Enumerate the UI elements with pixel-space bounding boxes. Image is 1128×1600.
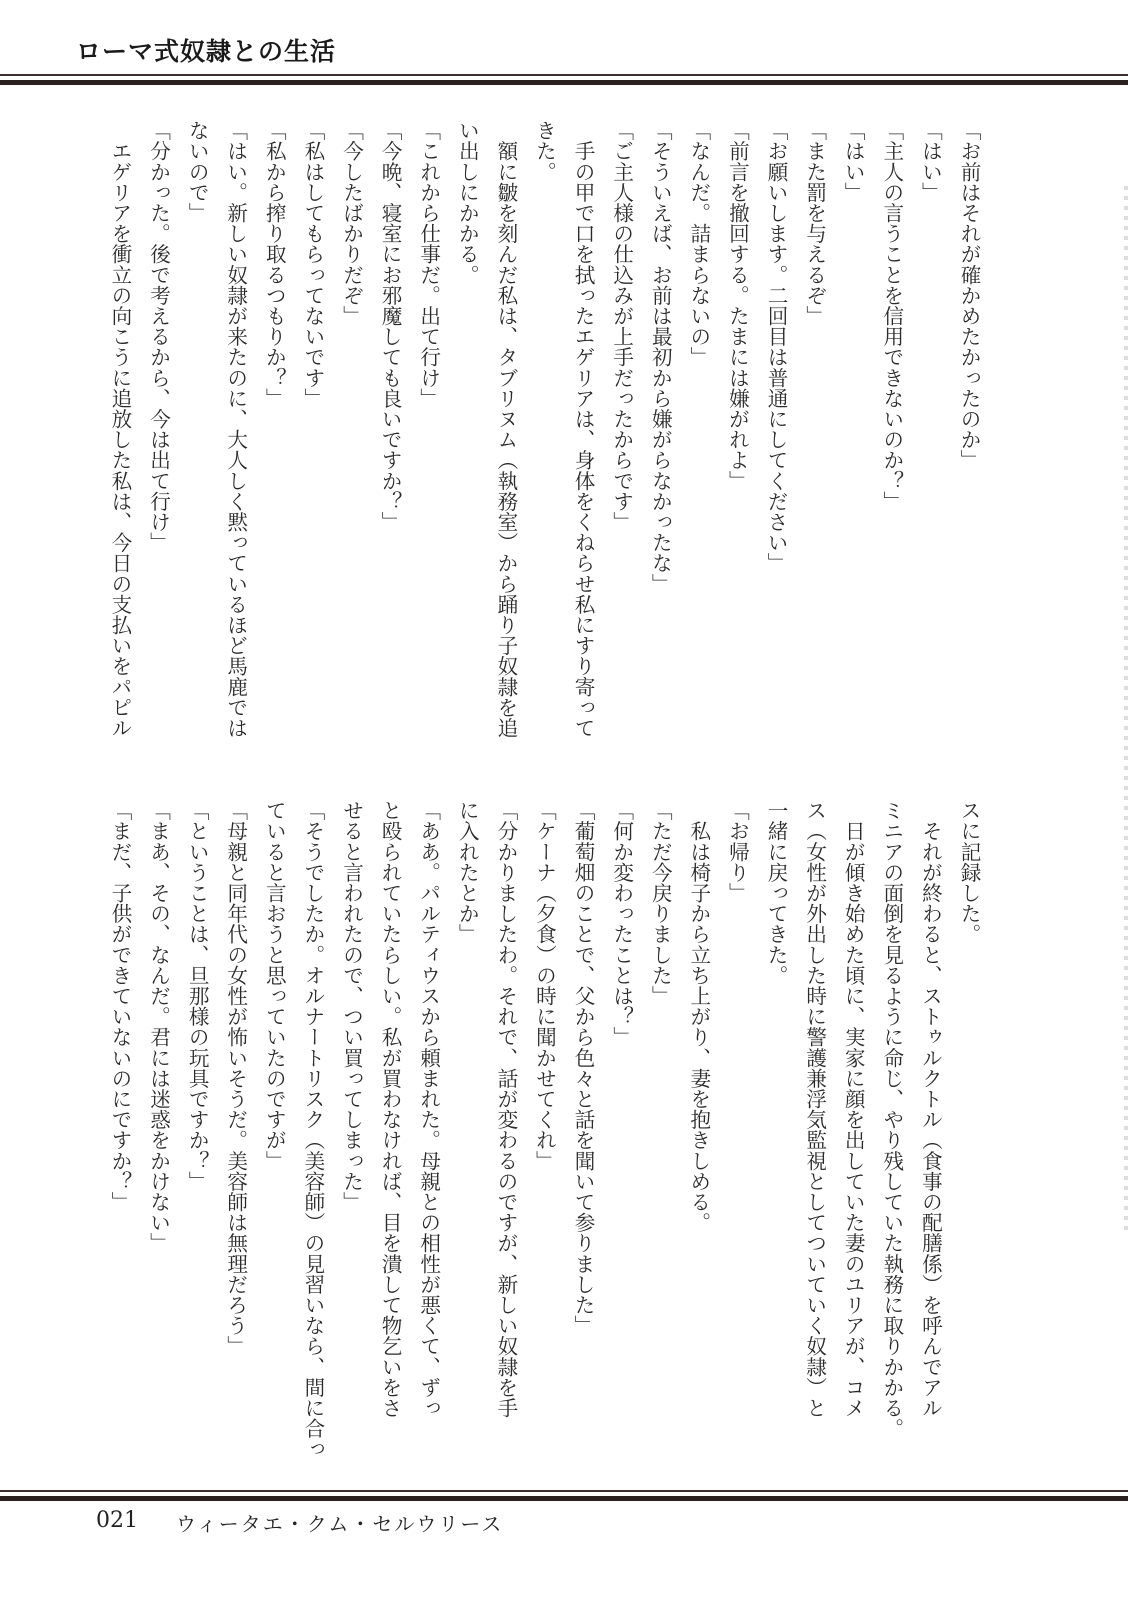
text-line: 「はい」 (918, 120, 943, 203)
text-line: せると言われたので、つい買ってしまった」 (339, 800, 364, 1212)
running-header-title: ローマ式奴隷との生活 (76, 37, 337, 66)
text-block-top (100, 120, 988, 740)
text-line: ていると言おうと思っていたのですが」 (262, 800, 287, 1171)
text-line: 「ということは、旦那様の玩具ですか？」 (185, 800, 210, 1192)
running-footer-title: ウィータエ・クム・セルウリース (176, 1512, 504, 1536)
text-line: 「前言を撤回する。たまには嫌がれよ」 (725, 120, 750, 491)
text-line: 「母親と同年代の女性が怖いそうだ。美容師は無理だろう」 (223, 800, 248, 1357)
text-line: 「お願いします。二回目は普通にしてください」 (764, 120, 789, 574)
text-line: と殴られていたらしい。私が買わなければ、目を潰して物乞いをさ (378, 800, 403, 1418)
text-line: 「今晩、寝室にお邪魔しても良いですか？」 (378, 120, 403, 532)
text-line: 「なんだ。詰まらないの」 (686, 120, 711, 368)
text-line: 「何か変わったことは？」 (609, 800, 634, 1048)
text-line: ス（女性が外出した時に警護兼浮気監視としてついていく奴隷）と (802, 800, 827, 1418)
text-line: 「また罰を与えるぞ」 (802, 120, 827, 326)
text-line: 手の甲で口を拭ったエゲリアは、身体をくねらせ私にすり寄って (571, 120, 596, 738)
text-line: 「今したばかりだぞ」 (339, 120, 364, 326)
text-line: きた。 (532, 120, 557, 182)
text-line: 「葡萄畑のことで、父から色々と話を聞いて参りました」 (571, 800, 596, 1336)
text-line: 「これから仕事だ。出て行け」 (416, 120, 441, 409)
text-line: 「お帰り」 (725, 800, 750, 903)
text-line: スに記録した。 (957, 800, 981, 945)
text-line: 「主人の言うことを信用できないのか？」 (879, 120, 904, 512)
text-line: 「分かった。後で考えるから、今は出て行け」 (146, 120, 171, 553)
text-line: ミニアの面倒を見るように命じ、やり残していた執務に取りかかる。 (879, 800, 904, 1439)
text-line: 「お前はそれが確かめたかったのか」 (957, 120, 981, 471)
text-line: 「はい」 (841, 120, 866, 203)
text-line: 「ケーナ（夕食）の時に聞かせてくれ」 (532, 800, 557, 1171)
text-line: 「そうでしたか。オルナートリスク（美容師）の見習いなら、間に合っ (300, 800, 325, 1460)
text-line: 「私はしてもらってないです」 (300, 120, 325, 409)
footer-rule-thick (0, 1496, 1128, 1501)
page-number: 021 (96, 1508, 138, 1533)
header-rule-thin (0, 74, 1128, 76)
text-line: に入れたとか」 (455, 800, 480, 945)
text-line: 「まだ、子供ができていないのにですか？」 (107, 800, 132, 1212)
page-edge-marks (1124, 180, 1128, 1230)
text-line: 私は椅子から立ち上がり、妻を抱きしめる。 (686, 800, 711, 1233)
text-line: 「はい。新しい奴隷が来たのに、大人しく黙っているほど馬鹿では (223, 120, 248, 738)
text-line: エゲリアを衝立の向こうに追放した私は、今日の支払いをパピル (107, 120, 132, 738)
text-line: 「そういえば、お前は最初から嫌がらなかったな」 (648, 120, 673, 594)
text-block-bottom (100, 800, 988, 1460)
text-line: 日が傾き始めた頃に、実家に顔を出していた妻のユリアが、コメ (841, 800, 866, 1418)
text-line: 額に皺を刻んだ私は、タブリヌム（執務室）から踊り子奴隷を追 (493, 120, 518, 738)
text-line: 「分かりましたわ。それで、話が変わるのですが、新しい奴隷を手 (493, 800, 518, 1418)
text-line: 「ご主人様の仕込みが上手だったからです」 (609, 120, 634, 532)
text-line: 「ただ今戻りました」 (648, 800, 673, 1006)
text-line: い出しにかかる。 (455, 120, 480, 285)
text-line: 「私から搾り取るつもりか？」 (262, 120, 287, 409)
footer-rule-thin (0, 1490, 1128, 1492)
text-line: 「ああ。パルティウスから頼まれた。母親との相性が悪くて、ずっ (416, 800, 441, 1418)
text-line: ないので」 (185, 120, 210, 223)
text-line: 一緒に戻ってきた。 (764, 800, 789, 986)
text-line: それが終わると、ストゥルクトル（食事の配膳係）を呼んでアル (918, 800, 943, 1418)
header-rule-thick (0, 80, 1128, 85)
text-line: 「まあ、その、なんだ。君には迷惑をかけない」 (146, 800, 171, 1254)
